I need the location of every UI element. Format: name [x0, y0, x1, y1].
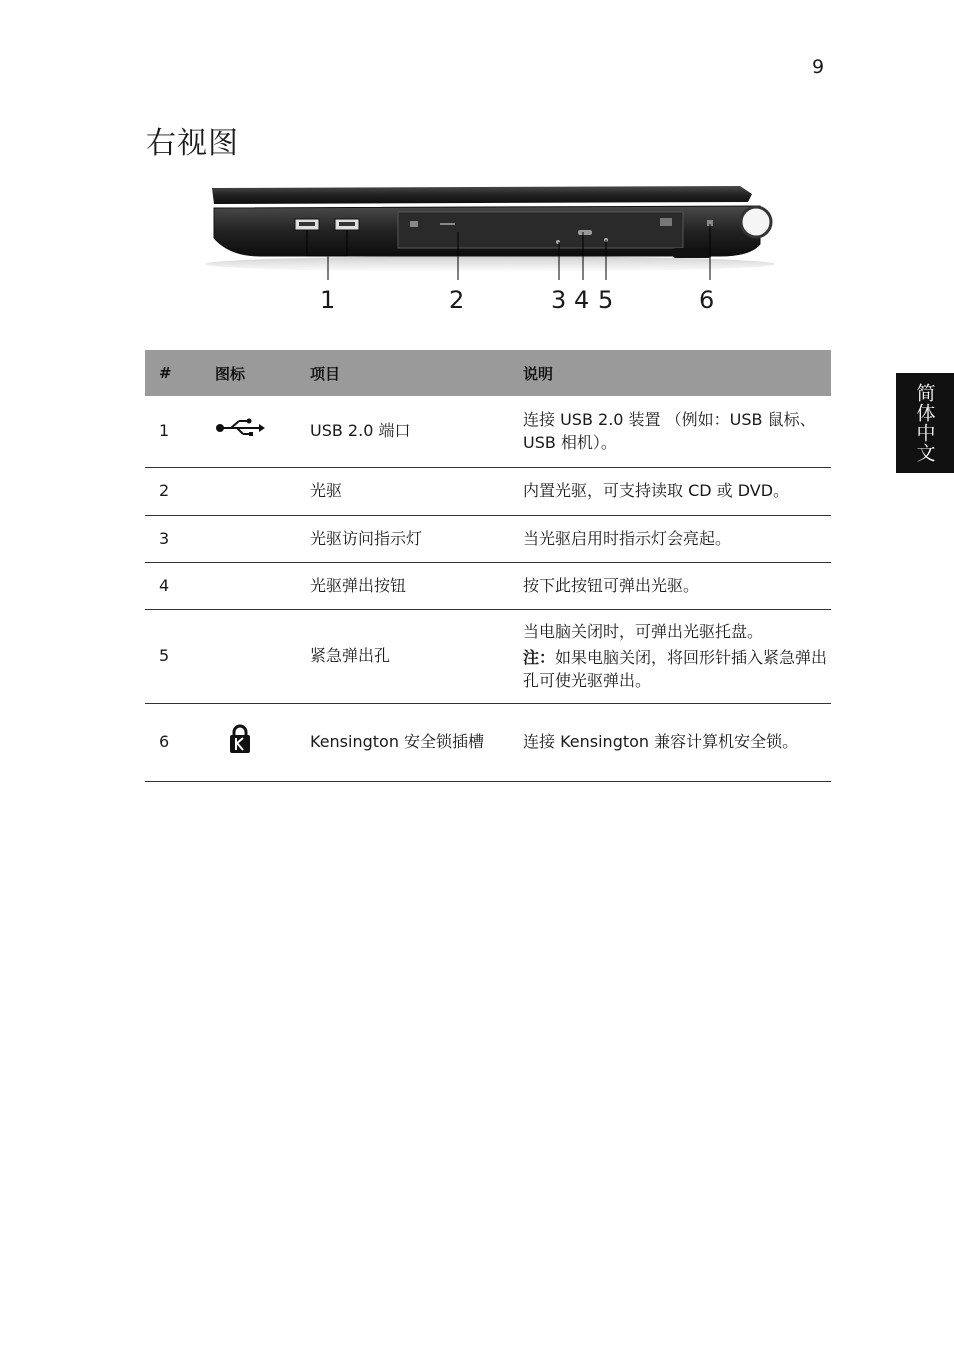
header-description: 说明 [509, 350, 831, 396]
callout-4: 4 [574, 286, 590, 314]
table-row [145, 610, 831, 704]
row-item: 光驱 [296, 468, 509, 516]
row-num: 1 [145, 396, 201, 468]
table-row [145, 396, 831, 468]
header-item: 项目 [296, 350, 509, 396]
page-title: 右视图 [146, 126, 239, 161]
callout-1: 1 [320, 286, 336, 314]
row-item: 光驱访问指示灯 [296, 516, 509, 563]
row-icon [201, 516, 296, 563]
row-item: 紧急弹出孔 [296, 610, 509, 704]
row-num: 6 [145, 704, 201, 782]
row-num: 5 [145, 610, 201, 704]
language-tab [896, 373, 954, 473]
row-item: 光驱弹出按钮 [296, 563, 509, 610]
row-num: 4 [145, 563, 201, 610]
note-label: 注： [523, 648, 556, 668]
row-description: 按下此按钮可弹出光驱。 [509, 563, 831, 610]
language-tab-label: 简体中文 [913, 383, 936, 463]
row-description: 连接 Kensington 兼容计算机安全锁。 [509, 704, 831, 782]
usb-icon [215, 417, 265, 439]
table-header-row [145, 350, 831, 396]
port-spec-table [145, 350, 831, 782]
row-description: 连接 USB 2.0 装置 （例如：USB 鼠标、USB 相机）。 [509, 396, 831, 468]
table-row [145, 563, 831, 610]
row-icon [201, 610, 296, 704]
callout-5: 5 [598, 286, 614, 314]
row-description: 内置光驱，可支持读取 CD 或 DVD。 [509, 468, 831, 516]
callout-3: 3 [551, 286, 567, 314]
row-item: Kensington 安全锁插槽 [296, 704, 509, 782]
row-description-cell [509, 610, 831, 704]
note-text: 如果电脑关闭，将回形针插入紧急弹出孔可使光驱弹出。 [523, 648, 828, 690]
callout-2: 2 [449, 286, 465, 314]
row-item: USB 2.0 端口 [296, 396, 509, 468]
row-num: 3 [145, 516, 201, 563]
row-icon [201, 704, 296, 782]
page-number: 9 [812, 56, 825, 78]
kensington-lock-icon [215, 724, 265, 754]
row-icon [201, 468, 296, 516]
table-row [145, 516, 831, 563]
header-num: # [145, 350, 201, 396]
row-icon [201, 396, 296, 468]
row-description: 当电脑关闭时，可弹出光驱托盘。 [523, 621, 764, 641]
row-description: 当光驱启用时指示灯会亮起。 [509, 516, 831, 563]
row-icon [201, 563, 296, 610]
header-icon: 图标 [201, 350, 296, 396]
callout-6: 6 [699, 286, 715, 314]
table-row [145, 704, 831, 782]
table-row [145, 468, 831, 516]
row-note [523, 647, 831, 692]
row-num: 2 [145, 468, 201, 516]
